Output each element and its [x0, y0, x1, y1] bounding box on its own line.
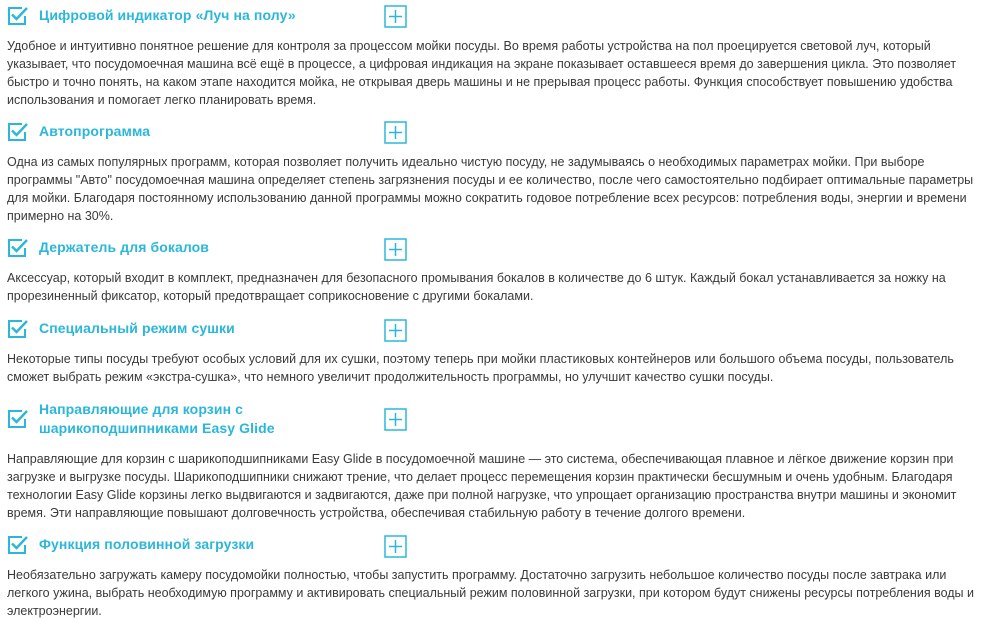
- feature-title: Автопрограмма: [39, 123, 151, 139]
- feature-title: Специальный режим сушки: [39, 320, 235, 336]
- plus-square-icon[interactable]: [384, 408, 407, 431]
- checkbox-check-icon: [6, 534, 28, 556]
- checkbox-check-icon: [6, 408, 28, 430]
- plus-square-icon[interactable]: [384, 238, 407, 261]
- feature-description: Необязательно загружать камеру посудомойки полностью, чтобы запустить программу. Достаточно загрузить небольшое количество посуды после завтрака или легкого ужина, выбрать необходимую программу и активировать специальный режим половинной загрузки, при котором будут снижены ресурсы потребления воды и электроэнергии.: [7, 568, 974, 618]
- plus-square-icon[interactable]: [384, 5, 407, 28]
- feature-title: Держатель для бокалов: [39, 239, 210, 255]
- feature-title: Цифровой индикатор «Луч на полу»: [39, 7, 296, 23]
- feature-description: Направляющие для корзин с шарикоподшипниками Easy Glide в посудомоечной машине — это система, обеспечивающая плавное и лёгкое движение корзин при загрузке и выгрузке посуды. Шарикоподшипники снижают трение, что делает процесс перемещения корзин практически бесшумным и очень удобным. Благодаря технологии Easy Glide корзины легко выдвигаются и задвигаются, даже при полной нагрузке, что упрощает организацию пространства внутри машины и экономит время. Эти направляющие повышают долговечность устройства, обеспечивая стабильную работу в течение долгого времени.: [7, 452, 957, 520]
- checkbox-check-icon: [6, 121, 28, 143]
- feature-title: Направляющие для корзин с шарикоподшипниками Easy Glide: [39, 401, 275, 436]
- plus-square-icon[interactable]: [384, 535, 407, 558]
- plus-square-icon[interactable]: [384, 121, 407, 144]
- feature-title: Функция половинной загрузки: [39, 536, 255, 552]
- feature-description: Удобное и интуитивно понятное решение для контроля за процессом мойки посуды. Во время работы устройства на пол проецируется световой луч, который указывает, что посудомоечная машина всё ещё в процессе, а цифровая индикация на экране показывает оставшееся время до завершения цикла. Это позволяет быстро и точно понять, на каком этапе находится мойка, не открывая дверь машины и не прерывая процесс работы. Функция способствует повышению удобства использования и помогает легко планировать время.: [7, 39, 957, 107]
- feature-description: Некоторые типы посуды требуют особых условий для их сушки, поэтому теперь при мойки пластиковых контейнеров или большого объема посуды, пользователь сможет выбрать режим «экстра-сушка», что немного увеличит продолжительность программы, но улучшит качество сушки посуды.: [7, 352, 954, 384]
- checkbox-check-icon: [6, 237, 28, 259]
- checkbox-check-icon: [6, 318, 28, 340]
- checkbox-check-icon: [6, 5, 28, 27]
- feature-description: Аксессуар, который входит в комплект, предназначен для безопасного промывания бокалов в количестве до 6 штук. Каждый бокал устанавливается за ножку на прорезиненный фиксатор, который предотвращает соприкосновение с другими бокалами.: [7, 271, 946, 303]
- feature-description: Одна из самых популярных программ, которая позволяет получить идеально чистую посуду, не задумываясь о необходимых параметрах мойки. При выборе программы "Авто" посудомоечная машина определяет степень загрязнения посуды и ее количество, после чего самостоятельно подбирает оптимальные параметры для мойки. Благодаря постоянному использованию данной программы можно сократить годовое потребление всех ресурсов: потребления воды, энергии и времени примерно на 30%.: [7, 155, 974, 223]
- plus-square-icon[interactable]: [384, 319, 407, 342]
